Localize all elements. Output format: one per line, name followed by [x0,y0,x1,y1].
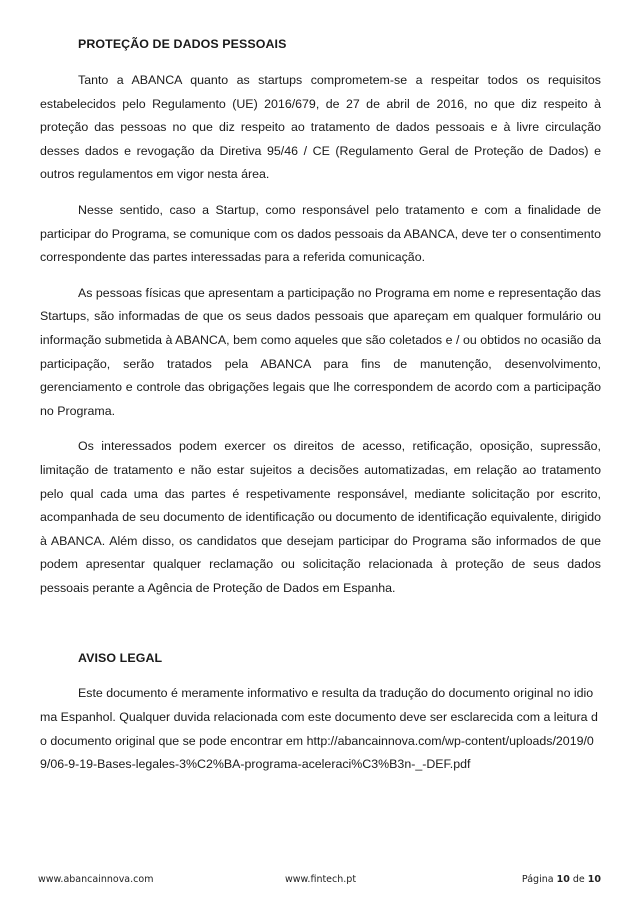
footer-website-fintech[interactable]: www.fintech.pt [285,874,357,885]
section-title-data-protection: PROTEÇÃO DE DADOS PESSOAIS [78,37,287,51]
paragraph-3: As pessoas físicas que apresentam a participação no Programa em nome e representação das Startups, são informadas de que os seus dados pessoais que apareçam em qualquer formulário ou informação submetida à ABANCA, bem como aqueles que são coletados e / ou obtidos no ocasião da participação, serão tratados pela ABANCA para fins de manutenção, desenvolvimento, gerenciamento e controle das obrigações legais que lhe correspondem de acordo com a participação no Programa. [40,285,601,418]
page-content [40,36,601,777]
page-of-word: de [572,874,585,885]
page-total: 10 [587,874,601,885]
paragraph-1: Tanto a ABANCA quanto as startups comprometem-se a respeitar todos os requisitos estabelecidos pelo Regulamento (UE) 2016/679, de 27 de abril de 2016, no que diz respeito à proteção das pessoas no que diz respeito ao tratamento de dados pessoais e à livre circulação desses dados e revogação da Diretiva 95/46 / CE (Regulamento Geral de Proteção de Dados) e outros regulamentos em vigor nesta área. [40,73,601,182]
section-title-legal-notice: AVISO LEGAL [78,651,163,666]
paragraph-legal-notice: Este documento é meramente informativo e resulta da tradução do documento original no idioma Espanhol. Qualquer duvida relacionada com este documento deve ser esclarecida com a leitura do documento original que se pode encontrar em http://abancainnova.com/wp-content/uploads/2019/09/06-9-19-Bases-legales-3%C2%BA-programa-aceleraci%C3%B3n-_-DEF.pdf [40,686,598,772]
page-current: 10 [556,874,570,885]
footer-website-abanca[interactable]: www.abancainnova.com [38,874,154,885]
footer-page-number [522,874,601,885]
paragraph-2: Nesse sentido, caso a Startup, como responsável pelo tratamento e com a finalidade de participar do Programa, se comunique com os dados pessoais da ABANCA, deve ter o consentimento correspondente das partes interessadas para a referida comunicação. [40,202,601,265]
paragraph-4: Os interessados podem exercer os direitos de acesso, retificação, oposição, supressão, limitação de tratamento e não estar sujeitos a decisões automatizadas, em relação ao tratamento pelo qual cada uma das partes é respetivamente responsável, mediante solicitação por escrito, acompanhada de seu documento de identificação ou documento de identificação equivalente, dirigido à ABANCA. Além disso, os candidatos que desejam participar do Programa são informados de que podem apresentar qualquer reclamação ou solicitação relacionada à proteção de seus dados pessoais perante a Agência de Proteção de Dados em Espanha. [40,439,601,595]
page-word: Página [521,874,554,885]
page-footer [38,874,601,890]
